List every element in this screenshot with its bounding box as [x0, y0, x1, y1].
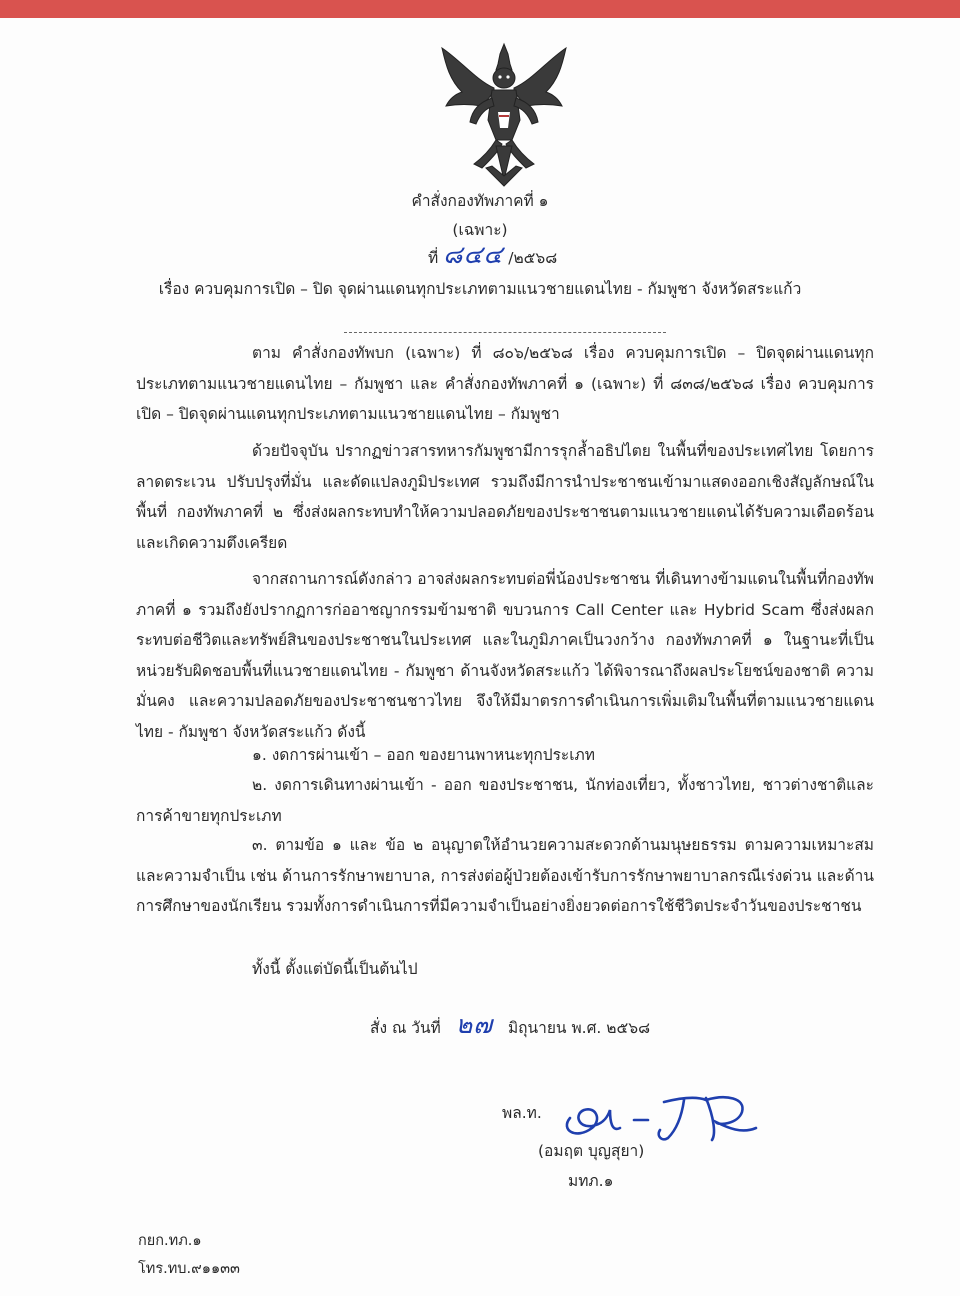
order-number-suffix: /๒๕๖๘	[508, 249, 558, 267]
document-page	[0, 18, 960, 1296]
order-subject: เรื่อง ควบคุมการเปิด – ปิด จุดผ่านแดนทุกประเภทตามแนวชายแดนไทย - กัมพูชา จังหวัดสระแก้ว	[158, 280, 802, 298]
footer-department: กยก.ทภ.๑	[138, 1233, 202, 1249]
measure-item-2: ๒. งดการเดินทางผ่านเข้า - ออก ของประชาชน, นักท่องเที่ยว, ทั้งชาวไทย, ชาวต่างชาติและการค้าขายทุกประเภท	[136, 776, 874, 825]
signatory-rank: พล.ท.	[502, 1104, 542, 1122]
measure-item-1: ๑. งดการผ่านเข้า – ออก ของยานพาหนะทุกประเภท	[252, 746, 595, 764]
effective-statement: ทั้งนี้ ตั้งแต่บัดนี้เป็นต้นไป	[252, 960, 418, 978]
measure-item-3: ๓. ตามข้อ ๑ และ ข้อ ๒ อนุญาตให้อำนวยความสะดวกด้านมนุษยธรรม ตามความเหมาะสม และความจำเป็น เช่น ด้านการรักษาพยาบาล, การส่งต่อผู้ป่วยต้องเข้ารับการรักษาพยาบาลกรณีเร่งด่วน และด้านการศึกษาของนักเรียน รวมทั้งการดำเนินการที่มีความจำเป็นอย่างยิ่งยวดต่อการใช้ชีวิตประจำวันของประชาชน	[136, 836, 874, 915]
order-number	[428, 240, 558, 269]
subject-divider	[344, 332, 666, 333]
order-number-prefix: ที่	[428, 249, 439, 267]
order-number-handwritten: ๘๔๔	[443, 240, 504, 269]
order-date	[370, 1010, 651, 1039]
paragraph-situation: ด้วยปัจจุบัน ปรากฏข่าวสารทหารกัมพูชามีการรุกล้ำอธิปไตย ในพื้นที่ของประเทศไทย โดยการลาดตระเวน ปรับปรุงที่มั่น และดัดแปลงภูมิประเทศ รวมถึงมีการนำประชาชนเข้ามาแสดงออกเชิงสัญลักษณ์ในพื้นที่ กองทัพภาคที่ ๒ ซึ่งส่งผลกระทบทำให้ความปลอดภัยของประชาชนตามแนวชายแดนได้รับความเดือดร้อน และเกิดความตึงเครียด	[136, 442, 874, 552]
handwritten-signature	[556, 1088, 766, 1148]
paragraph-measures: จากสถานการณ์ดังกล่าว อาจส่งผลกระทบต่อพี่น้องประชาชน ที่เดินทางข้ามแดนในพื้นที่กองทัพภาคที่ ๑ รวมถึงยังปรากฏการก่ออาชญากรรมข้ามชาติ ขบวนการ Call Center และ Hybrid Scam ซึ่งส่งผลกระทบต่อชีวิตและทรัพย์สินของประชาชนในประเทศ และในภูมิภาคเป็นวงกว้าง กองทัพภาคที่ ๑ ในฐานะที่เป็นหน่วยรับผิดชอบพื้นที่แนวชายแดนไทย - กัมพูชา ด้านจังหวัดสระแก้ว ได้พิจารณาถึงผลประโยชน์ของชาติ ความมั่นคง และความปลอดภัยของประชาชนชาวไทย จึงให้มีมาตรการดำเนินการเพิ่มเติมในพื้นที่ตามแนวชายแดนไทย - กัมพูชา จังหวัดสระแก้ว ดังนี้	[136, 570, 874, 741]
date-day-handwritten: ๒๗	[455, 1010, 493, 1039]
garuda-emblem-icon	[436, 40, 572, 190]
order-title: คำสั่งกองทัพภาคที่ ๑	[411, 192, 549, 210]
signatory-position: มทภ.๑	[568, 1172, 614, 1190]
footer-phone: โทร.ทบ.๙๑๑๓๓	[138, 1261, 240, 1277]
date-month-year: มิถุนายน พ.ศ. ๒๕๖๘	[507, 1019, 651, 1037]
top-accent-bar	[0, 0, 960, 18]
signatory-name: (อมฤต บุญสุยา)	[538, 1142, 645, 1160]
paragraph-reference: ตาม คำสั่งกองทัพบก (เฉพาะ) ที่ ๘๐๖/๒๕๖๘ เรื่อง ควบคุมการเปิด – ปิดจุดผ่านแดนทุกประเภทตามแนวชายแดนไทย – กัมพูชา และ คำสั่งกองทัพภาคที่ ๑ (เฉพาะ) ที่ ๘๓๘/๒๕๖๘ เรื่อง ควบคุมการเปิด – ปิดจุดผ่านแดนทุกประเภทตามแนวชายแดนไทย – กัมพูชา	[136, 344, 874, 423]
date-prefix: สั่ง ณ วันที่	[370, 1019, 441, 1037]
order-classification: (เฉพาะ)	[452, 221, 508, 239]
